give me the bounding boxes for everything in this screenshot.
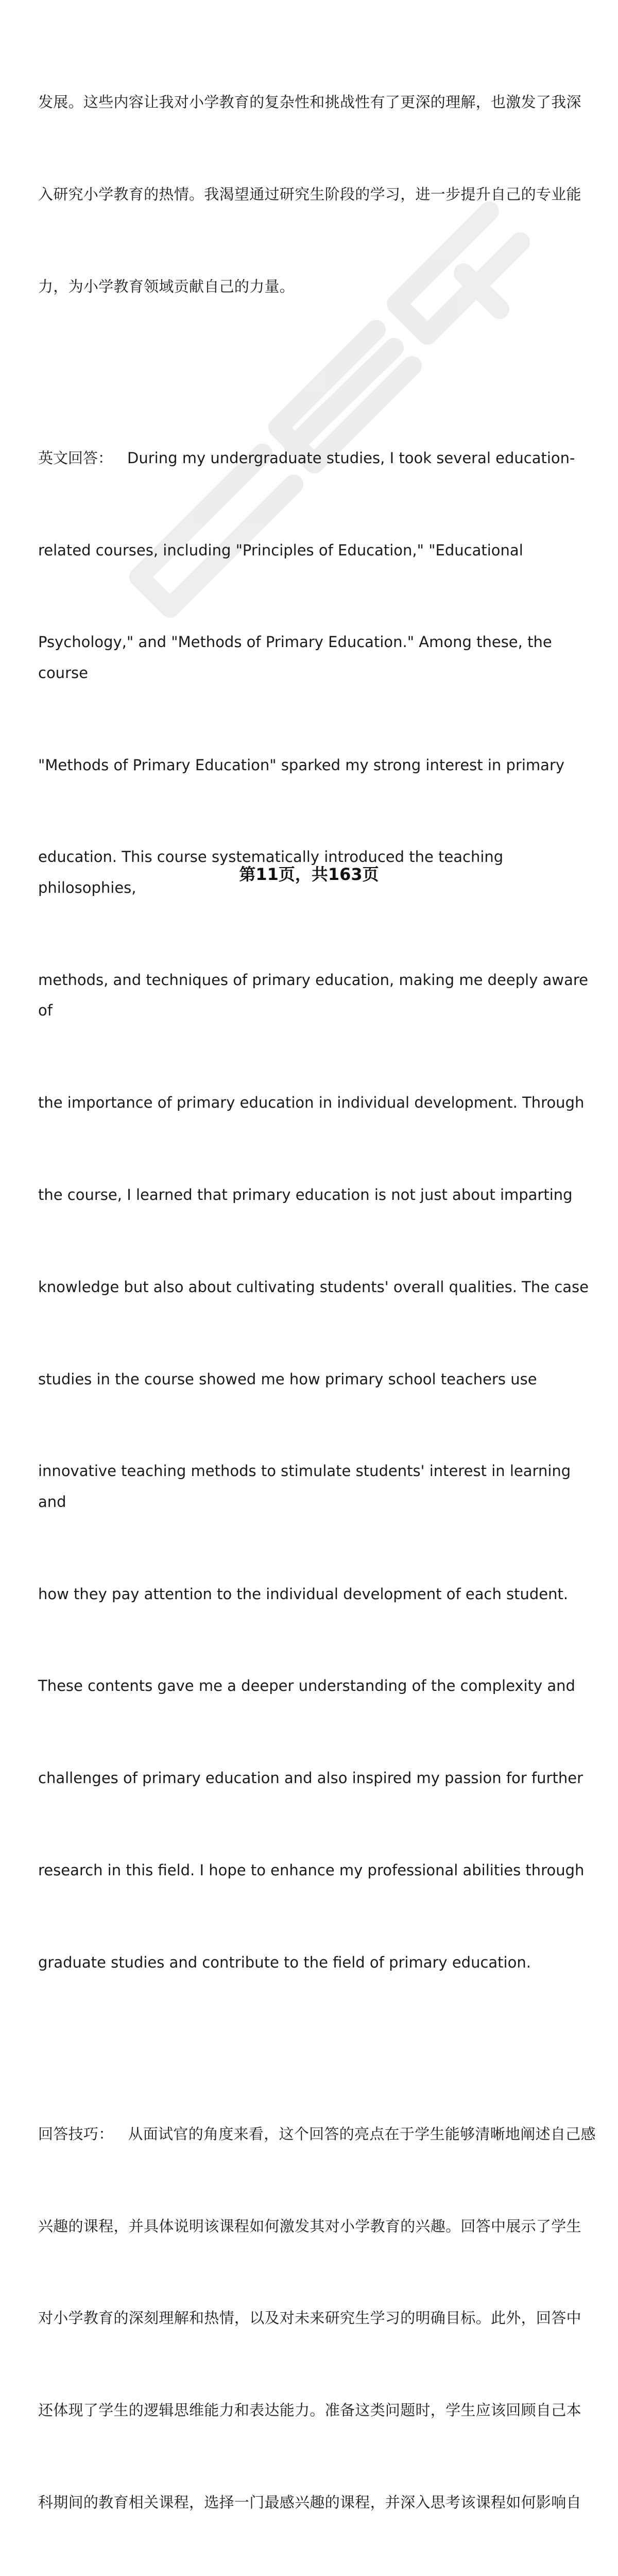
- text-line: 还体现了学生的逻辑思维能力和表达能力。准备这类问题时，学生应该回顾自己本: [38, 2401, 581, 2419]
- paragraph-answer-tips: [38, 2058, 599, 2576]
- text-line: graduate studies and contribute to the field of primary education.: [38, 1953, 531, 1971]
- text-line: education. This course systematically introduced the teaching philosophies,: [38, 848, 508, 897]
- text-line: studies in the course showed me how primary school teachers use: [38, 1370, 537, 1388]
- text-line: the course, I learned that primary education is not just about imparting: [38, 1185, 573, 1204]
- text-line-content: During my undergraduate studies, I took several education-: [127, 449, 575, 467]
- text-line: 入研究小学教育的热情。我渴望通过研究生阶段的学习，进一步提升自己的专业能: [38, 185, 581, 203]
- text-line: the importance of primary education in individual development. Through: [38, 1094, 585, 1112]
- text-line: 科期间的教育相关课程，选择一门最感兴趣的课程，并深入思考该课程如何影响自: [38, 2493, 581, 2511]
- text-line: 兴趣的课程，并具体说明该课程如何激发其对小学教育的兴趣。回答中展示了学生: [38, 2217, 581, 2235]
- text-line: related courses, including "Principles of Education," "Educational: [38, 541, 523, 559]
- text-line: Psychology," and "Methods of Primary Education." Among these, the course: [38, 633, 557, 682]
- text-line-content: 从面试官的角度来看，这个回答的亮点在于学生能够清晰地阐述自己感: [128, 2125, 596, 2143]
- text-line: "Methods of Primary Education" sparked my strong interest in primary: [38, 756, 565, 774]
- text-line: knowledge but also about cultivating students' overall qualities. The case: [38, 1278, 589, 1296]
- text-line: [38, 2119, 599, 2150]
- answer-tips-label: 回答技巧：: [38, 2125, 114, 2143]
- text-line: These contents gave me a deeper understanding of the complexity and: [38, 1677, 575, 1695]
- text-line: challenges of primary education and also inspired my passion for further: [38, 1769, 583, 1787]
- text-line: research in this field. I hope to enhance my professional abilities through: [38, 1861, 585, 1879]
- text-line: [38, 443, 599, 474]
- paragraph-chinese-continuation: [38, 26, 599, 364]
- english-answer-label: 英文回答：: [38, 449, 113, 467]
- document-page: [38, 26, 599, 2576]
- paragraph-english-answer: [38, 382, 599, 2040]
- text-line: methods, and techniques of primary education, making me deeply aware of: [38, 971, 593, 1020]
- text-line: 力，为小学教育领域贡献自己的力量。: [38, 277, 295, 295]
- text-line: how they pay attention to the individual development of each student.: [38, 1585, 569, 1603]
- page-number-footer: 第11页，共163页: [239, 865, 379, 884]
- text-line: 发展。这些内容让我对小学教育的复杂性和挑战性有了更深的理解，也激发了我深: [38, 93, 581, 111]
- text-line: 对小学教育的深刻理解和热情，以及对未来研究生学习的明确目标。此外，回答中: [38, 2309, 581, 2327]
- text-line: innovative teaching methods to stimulate students' interest in learning and: [38, 1462, 576, 1511]
